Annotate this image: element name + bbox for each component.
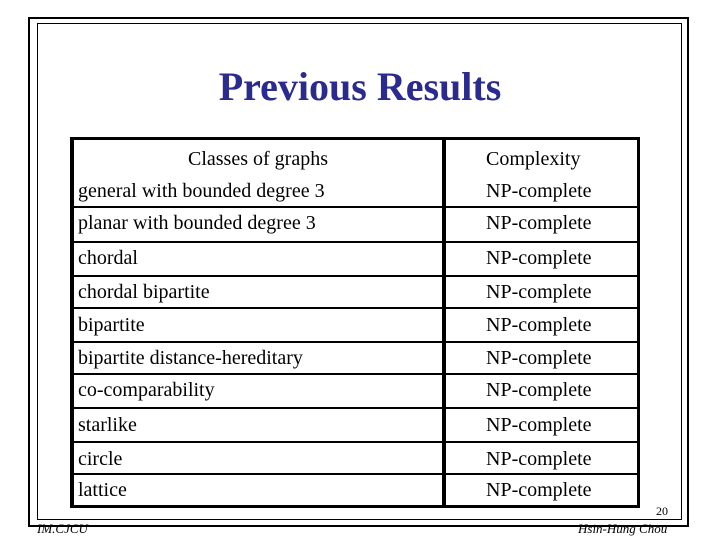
footer-author: Hsin-Hung Chou [578, 521, 668, 536]
row-class: circle [74, 443, 442, 473]
results-table [70, 137, 640, 508]
row-complexity: NP-complete [446, 177, 637, 206]
row-class: bipartite distance-hereditary [74, 343, 442, 373]
row-class: chordal [74, 243, 442, 275]
row-class: starlike [74, 409, 442, 441]
header-complexity: Complexity [446, 140, 637, 177]
footer-affiliation: IM.CJCU [37, 521, 88, 536]
row-complexity: NP-complete [446, 343, 637, 373]
row-complexity: NP-complete [446, 277, 637, 307]
row-complexity: NP-complete [446, 243, 637, 275]
table-header-row [70, 137, 640, 177]
row-complexity: NP-complete [446, 443, 637, 473]
row-class: chordal bipartite [74, 277, 442, 307]
row-class: co-comparability [74, 375, 442, 407]
row-complexity: NP-complete [446, 475, 637, 505]
row-class: lattice [74, 475, 442, 505]
row-complexity: NP-complete [446, 309, 637, 341]
page-number: 20 [656, 504, 668, 518]
row-complexity: NP-complete [446, 375, 637, 407]
row-class: bipartite [74, 309, 442, 341]
row-class: planar with bounded degree 3 [74, 208, 442, 241]
row-complexity: NP-complete [446, 208, 637, 241]
row-class: general with bounded degree 3 [74, 177, 442, 206]
row-complexity: NP-complete [446, 409, 637, 441]
slide-title: Previous Results [218, 64, 502, 109]
header-classes: Classes of graphs [74, 140, 442, 177]
